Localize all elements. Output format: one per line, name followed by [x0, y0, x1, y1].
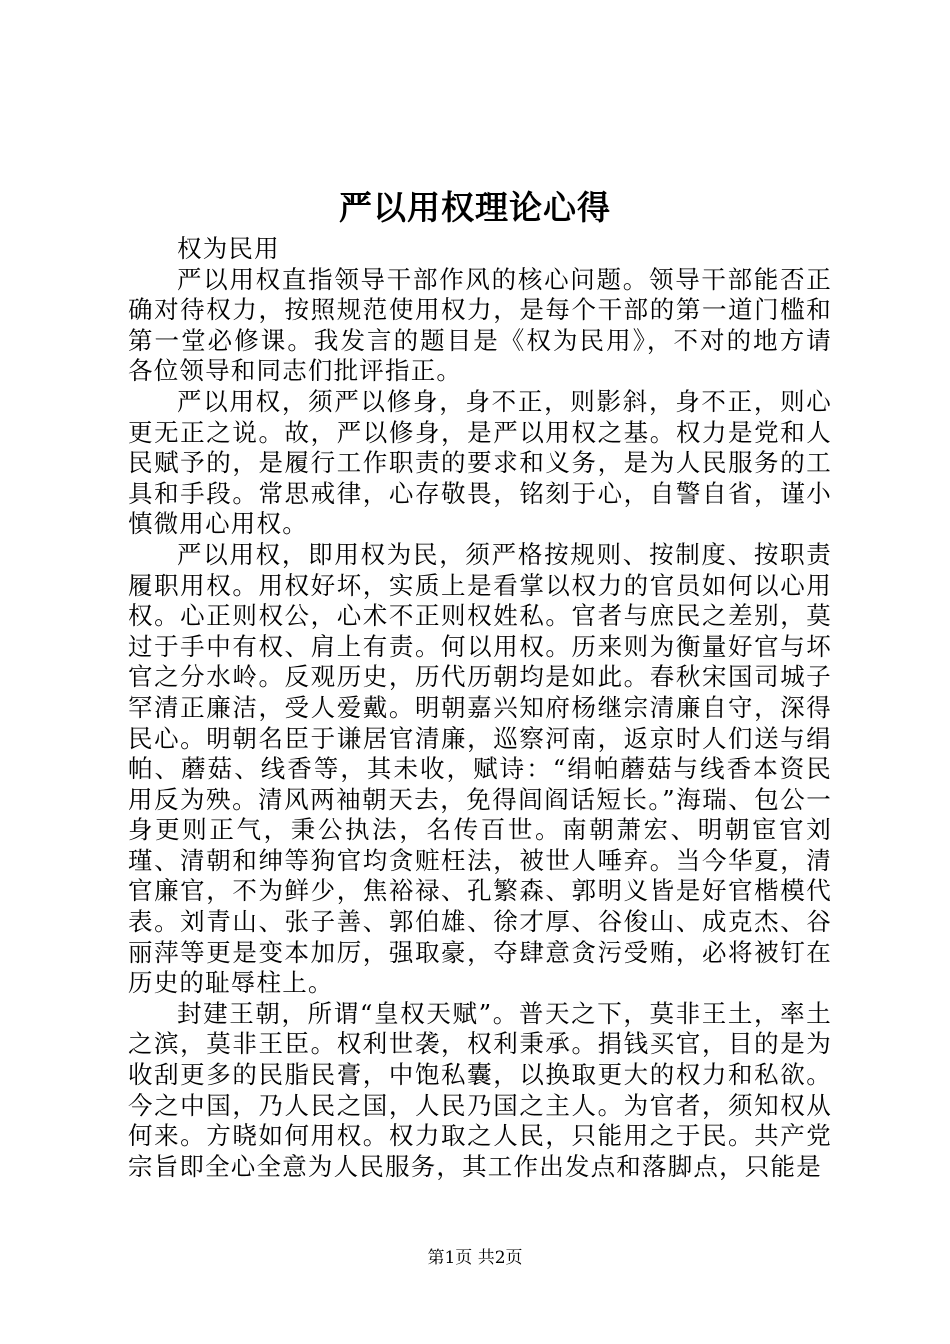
paragraph: 严以用权直指领导干部作风的核心问题。领导干部能否正确对待权力，按照规范使用权力，是每个干部的第一道门槛和第一堂必修课。我发言的题目是《权为民用》，不对的地方请各位领导和同志们批评指正。: [128, 264, 832, 386]
paragraph: 严以用权，须严以修身，身不正，则影斜，身不正，则心更无正之说。故，严以修身，是严以用权之基。权力是党和人民赋予的，是履行工作职责的要求和义务，是为人民服务的工具和手段。常思戒律，心存敬畏，铭刻于心，自警自省，谨小慎微用心用权。: [128, 386, 832, 539]
page-title: 严以用权理论心得: [339, 188, 611, 227]
paragraph: 封建王朝，所谓“皇权天赋”。普天之下，莫非王土，率土之滨，莫非王臣。权利世袭，权利秉承。捐钱买官，目的是为收刮更多的民脂民膏，中饱私囊，以换取更大的权力和私欲。今之中国，乃人民之国，人民乃国之主人。为官者，须知权从何来。方晓如何用权。权力取之人民，只能用之于民。共产党宗旨即全心全意为人民服务，其工作出发点和落脚点，只能是: [128, 998, 832, 1181]
paragraph-subtitle: 权为民用: [177, 234, 280, 263]
document-body: [128, 234, 832, 1182]
page-footer: 第1页 共2页: [427, 1248, 523, 1268]
paragraph: 严以用权，即用权为民，须严格按规则、按制度、按职责履职用权。用权好坏，实质上是看掌以权力的官员如何以心用权。心正则权公，心术不正则权姓私。官者与庶民之差别，莫过于手中有权、肩上有责。何以用权。历来则为衡量好官与坏官之分水岭。反观历史，历代历朝均是如此。春秋宋国司城子罕清正廉洁，受人爱戴。明朝嘉兴知府杨继宗清廉自守，深得民心。明朝名臣于谦居官清廉，巡察河南，返京时人们送与绢帕、蘑菇、线香等，其未收，赋诗：“绢帕蘑菇与线香本资民用反为殃。清风两袖朝天去，免得闾阎话短长。”海瑞、包公一身更则正气，秉公执法，名传百世。南朝萧宏、明朝宦官刘瑾、清朝和绅等狗官均贪赃枉法，被世人唾弃。当今华夏，清官廉官，不为鲜少，焦裕禄、孔繁森、郭明义皆是好官楷模代表。刘青山、张子善、郭伯雄、徐才厚、谷俊山、成克杰、谷丽萍等更是变本加厉，强取豪，夺肆意贪污受贿，必将被钉在历史的耻辱柱上。: [128, 539, 832, 998]
